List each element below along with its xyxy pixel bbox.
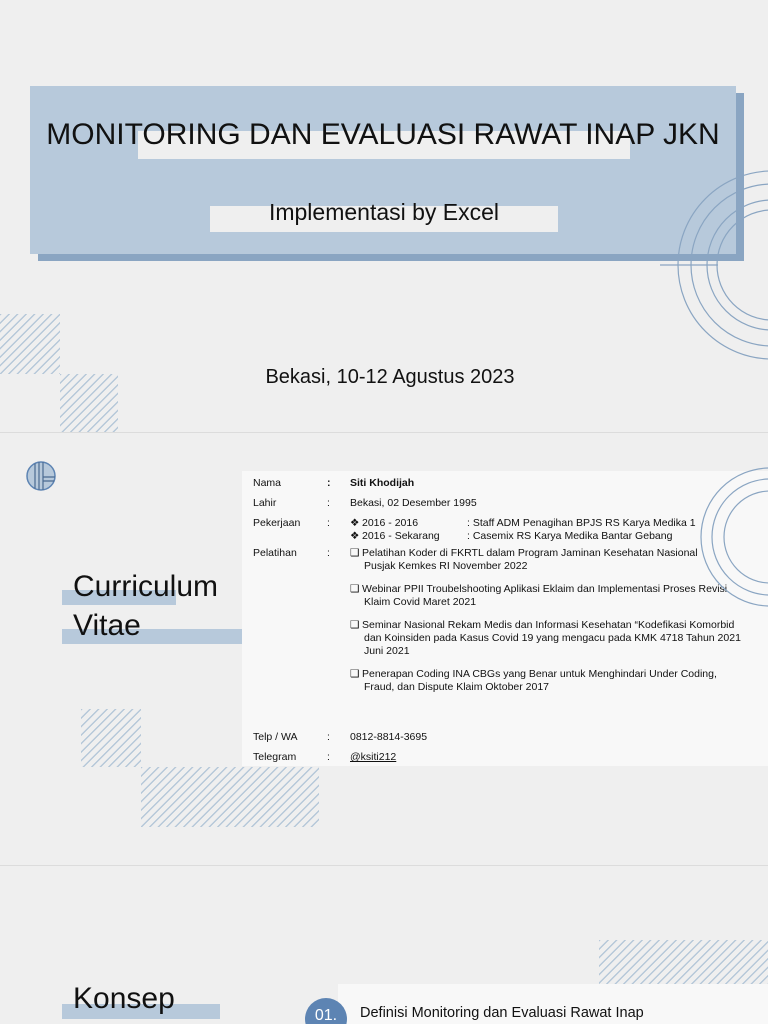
curriculum-vitae-slide bbox=[0, 433, 768, 865]
training-text-cont: Fraud, dan Dispute Klaim Oktober 2017 bbox=[364, 681, 550, 693]
training-item bbox=[350, 619, 758, 658]
konsep-slide bbox=[0, 866, 768, 1024]
row-label: Lahir bbox=[253, 497, 277, 509]
training-item bbox=[350, 547, 758, 573]
training-text-cont: dan Koinsiden pada Kasus Covid 19 yang mengacu pada KMK 4718 Tahun 2021 Juni 2021 bbox=[364, 632, 741, 657]
checkbox-bullet-icon: ❑ bbox=[350, 583, 360, 595]
training-text: Penerapan Coding INA CBGs yang Benar untuk Menghindari Under Coding, bbox=[362, 668, 717, 680]
training-list bbox=[350, 547, 758, 694]
training-text-cont: Klaim Covid Maret 2021 bbox=[364, 596, 477, 608]
cv-name-value: Siti Khodijah bbox=[350, 477, 415, 489]
cv-details-table bbox=[242, 471, 768, 766]
konsep-heading: Konsep bbox=[73, 982, 175, 1015]
cv-heading bbox=[73, 567, 218, 645]
job-description: : Casemix RS Karya Medika Bantar Gebang bbox=[467, 530, 673, 542]
training-text: Seminar Nasional Rekam Medis dan Informasi Kesehatan “Kodefikasi Komorbid bbox=[362, 619, 735, 631]
cv-birth-value: Bekasi, 02 Desember 1995 bbox=[350, 497, 477, 509]
row-label: Pelatihan bbox=[253, 547, 297, 559]
training-text: Pelatihan Koder di FKRTL dalam Program Jaminan Kesehatan Nasional bbox=[362, 547, 698, 559]
presentation-subtitle: Implementasi by Excel bbox=[268, 199, 500, 225]
row-colon: : bbox=[327, 751, 330, 763]
training-item bbox=[350, 583, 758, 609]
event-date-location: Bekasi, 10-12 Agustus 2023 bbox=[265, 366, 515, 388]
row-colon: : bbox=[327, 731, 330, 743]
concentric-circles-decoration bbox=[660, 170, 768, 362]
job-item bbox=[350, 530, 758, 543]
row-label: Telp / WA bbox=[253, 731, 298, 743]
row-label: Nama bbox=[253, 477, 282, 489]
hatched-square-decoration bbox=[0, 314, 60, 374]
row-colon: : bbox=[327, 547, 330, 559]
job-years: 2016 - Sekarang bbox=[362, 530, 440, 542]
agenda-item-text: Definisi Monitoring dan Evaluasi Rawat Inap bbox=[360, 1005, 644, 1021]
cv-heading-line1: Curriculum bbox=[73, 570, 219, 603]
phone-value: 0812-8814-3695 bbox=[350, 731, 428, 743]
striped-circle-icon bbox=[26, 461, 56, 491]
row-colon: : bbox=[327, 497, 330, 509]
checkbox-bullet-icon: ❑ bbox=[350, 619, 360, 631]
job-item bbox=[350, 517, 758, 530]
job-description: : Staff ADM Penagihan BPJS RS Karya Medika 1 bbox=[467, 517, 696, 529]
row-label: Pekerjaan bbox=[253, 517, 301, 529]
diamond-bullet-icon: ❖ bbox=[350, 517, 360, 529]
checkbox-bullet-icon: ❑ bbox=[350, 547, 360, 559]
row-label: Telegram bbox=[253, 751, 297, 763]
checkbox-bullet-icon: ❑ bbox=[350, 668, 360, 680]
training-item bbox=[350, 668, 758, 694]
row-colon: : bbox=[327, 477, 331, 489]
row-colon: : bbox=[327, 517, 330, 529]
concentric-circles-decoration bbox=[700, 467, 768, 607]
cv-heading-line2: Vitae bbox=[73, 609, 141, 642]
hatched-rectangle-decoration bbox=[141, 767, 319, 827]
telegram-link[interactable]: @ksiti212 bbox=[350, 751, 397, 763]
hatched-square-decoration bbox=[81, 709, 141, 767]
job-list bbox=[350, 517, 758, 543]
training-text: Webinar PPII Troubelshooting Aplikasi Eklaim dan Implementasi Proses Revisi bbox=[362, 583, 728, 595]
presentation-title: MONITORING DAN EVALUASI RAWAT INAP JKN bbox=[46, 118, 720, 151]
diamond-bullet-icon: ❖ bbox=[350, 530, 360, 542]
agenda-item-number: 01. bbox=[305, 998, 347, 1024]
training-text-cont: Pusjak Kemkes RI November 2022 bbox=[364, 560, 528, 572]
job-years: 2016 - 2016 bbox=[362, 517, 419, 529]
title-slide bbox=[0, 0, 768, 432]
